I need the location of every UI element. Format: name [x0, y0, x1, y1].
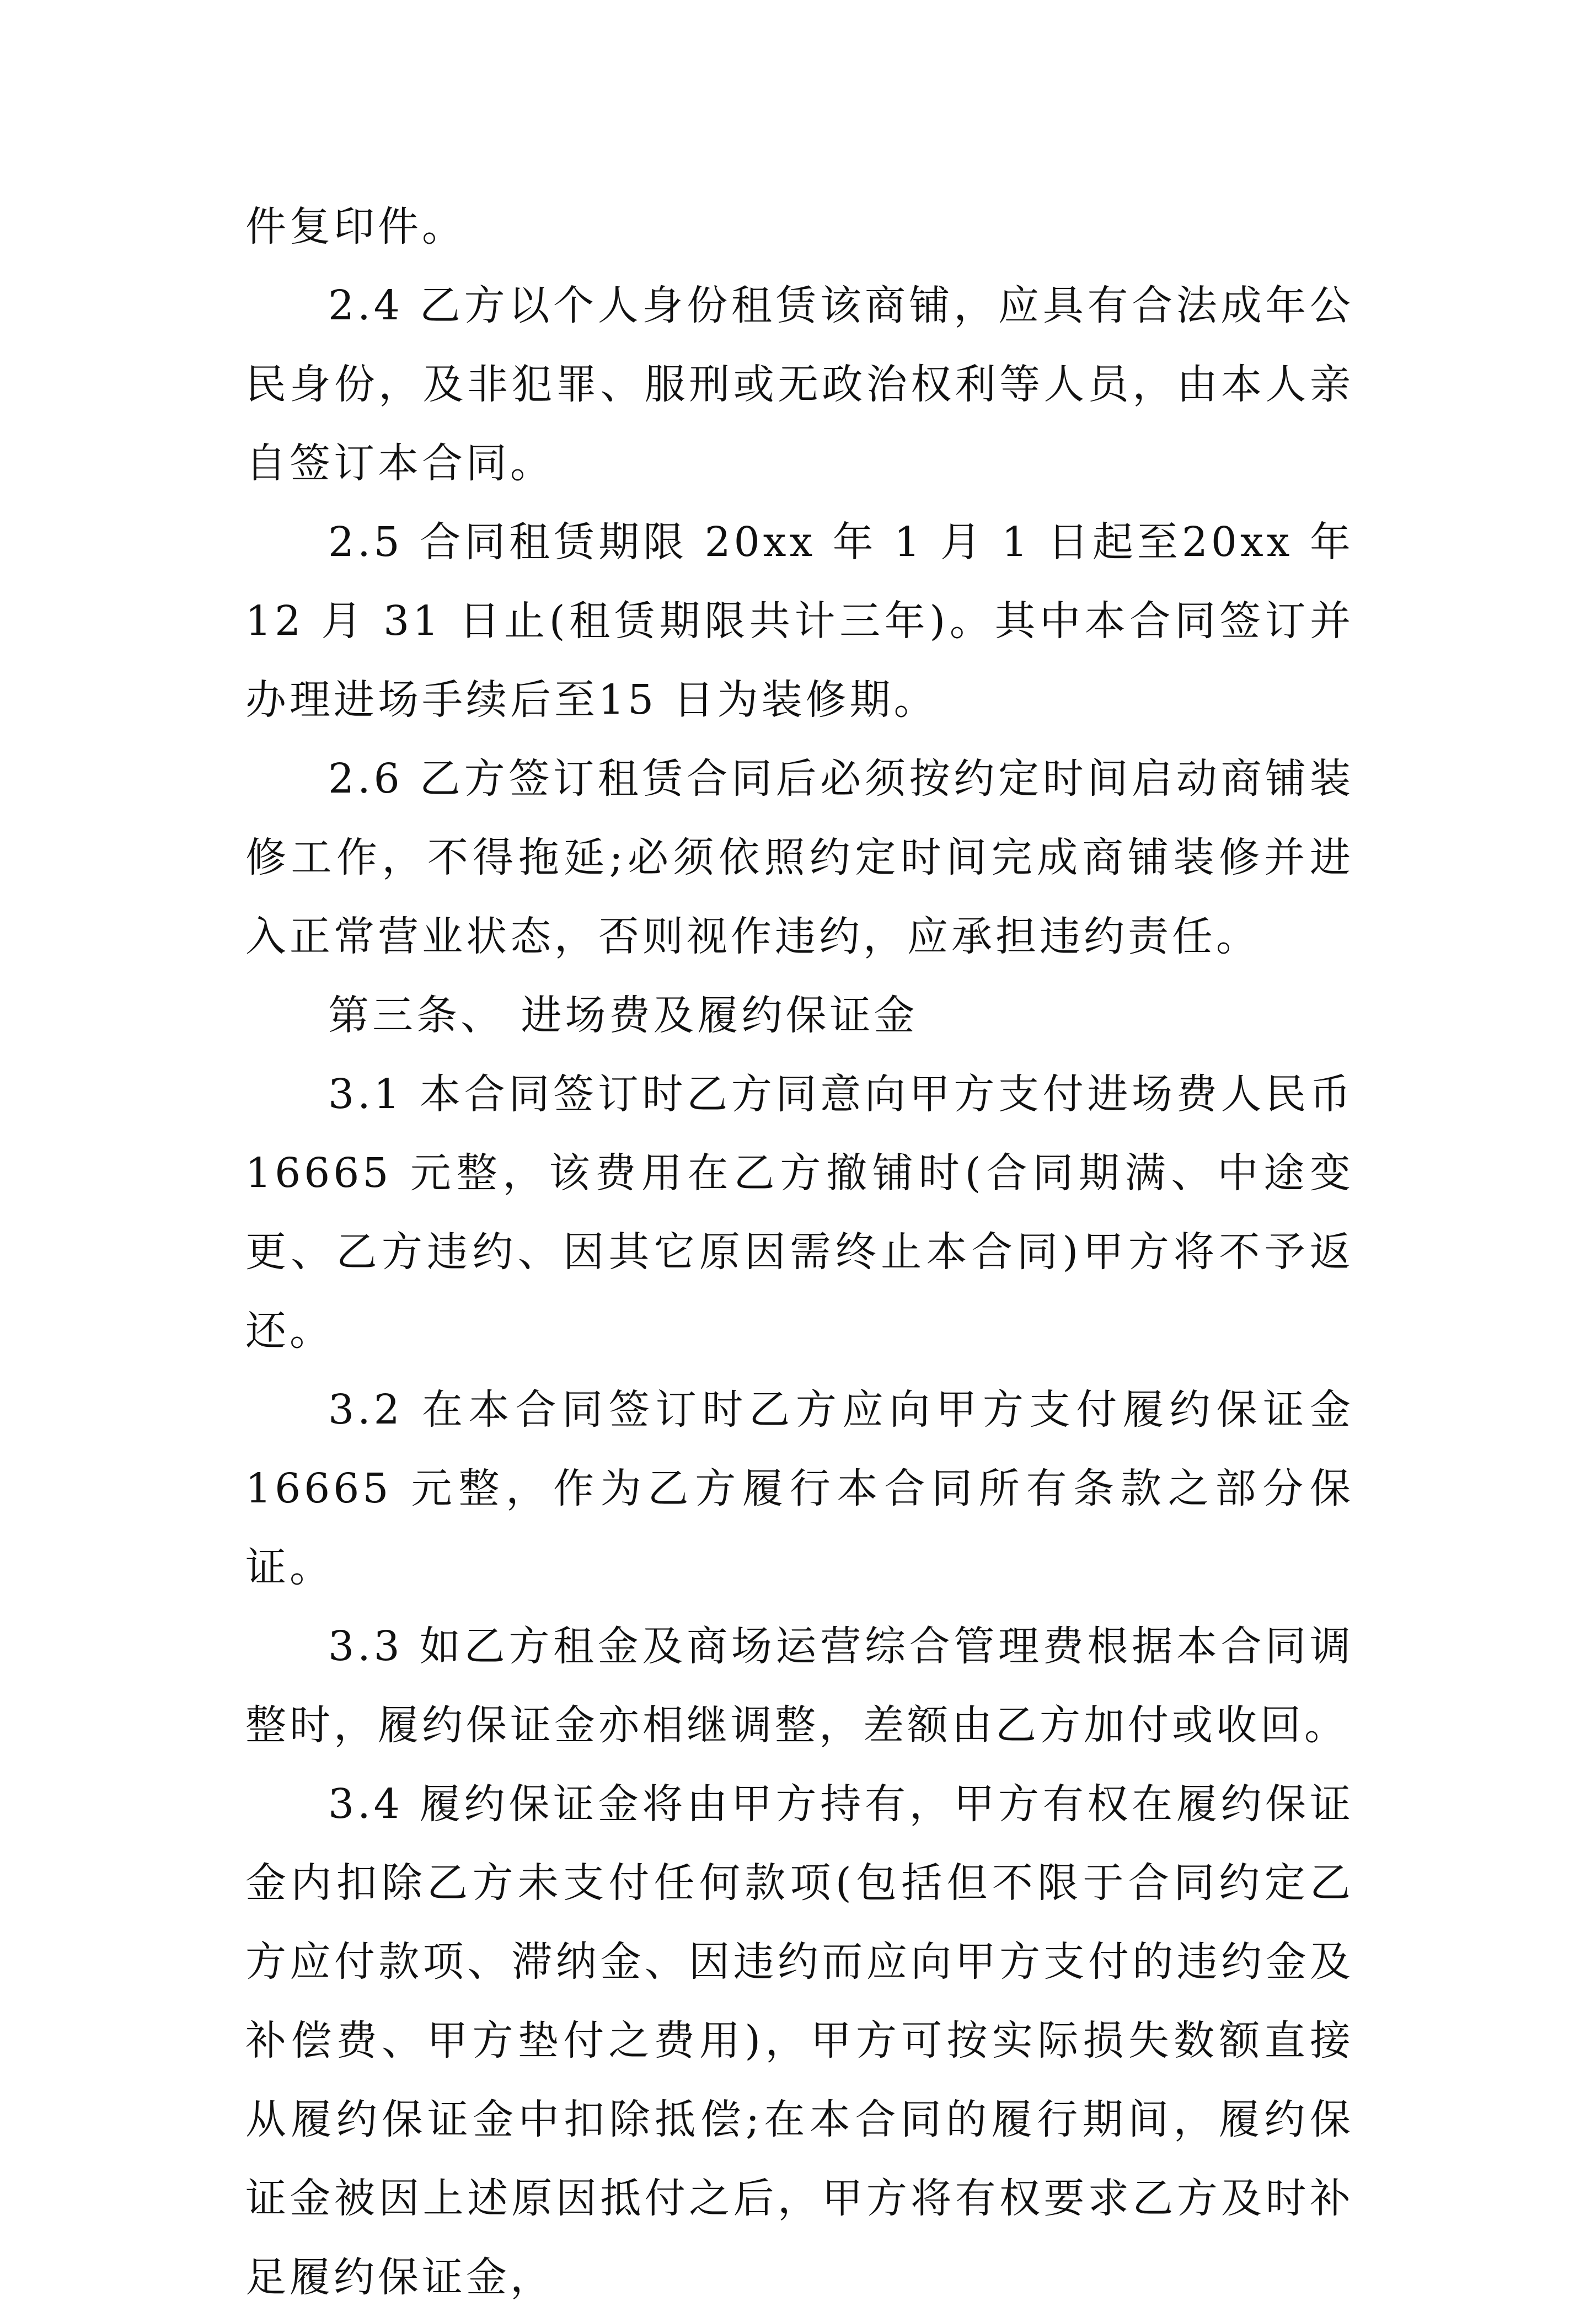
clause-3-1: 3.1 本合同签订时乙方同意向甲方支付进场费人民币16665 元整，该费用在乙方撤铺时(合同期满、中途变更、乙方违约、因其它原因需终止本合同)甲方将不予返还。 — [245, 1071, 1354, 1355]
document-body — [245, 188, 1354, 2317]
clause-3-2: 3.2 在本合同签订时乙方应向甲方支付履约保证金16665 元整，作为乙方履行本合同所有条款之部分保证。 — [245, 1386, 1354, 1591]
clause-2-5: 2.5 合同租赁期限 20xx 年 1 月 1 日起至20xx 年 12 月 31 日止(租赁期限共计三年)。其中本合同签订并办理进场手续后至15 日为装修期。 — [245, 518, 1354, 724]
article-3-heading: 第三条、 进场费及履约保证金 — [328, 992, 918, 1039]
clause-3-4: 3.4 履约保证金将由甲方持有，甲方有权在履约保证金内扣除乙方未支付任何款项(包括但不限于合同约定乙方应付款项、滞纳金、因违约而应向甲方支付的违约金及补偿费、甲方垫付之费用)，甲方可按实际损失数额直接从履约保证金中扣除抵偿;在本合同的履行期间，履约保证金被因上述原因抵付之后，甲方将有权要求乙方及时补足履约保证金， — [245, 1780, 1354, 2301]
clause-2-4: 2.4 乙方以个人身份租赁该商铺，应具有合法成年公民身份，及非犯罪、服刑或无政治权利等人员，由本人亲自签订本合同。 — [245, 282, 1354, 487]
paragraph-continuation: 件复印件。 — [245, 203, 466, 250]
clause-2-6: 2.6 乙方签订租赁合同后必须按约定时间启动商铺装修工作，不得拖延;必须依照约定时间完成商铺装修并进入正常营业状态，否则视作违约，应承担违约责任。 — [245, 755, 1354, 960]
clause-3-3: 3.3 如乙方租金及商场运营综合管理费根据本合同调整时，履约保证金亦相继调整，差额由乙方加付或收回。 — [245, 1623, 1354, 1749]
